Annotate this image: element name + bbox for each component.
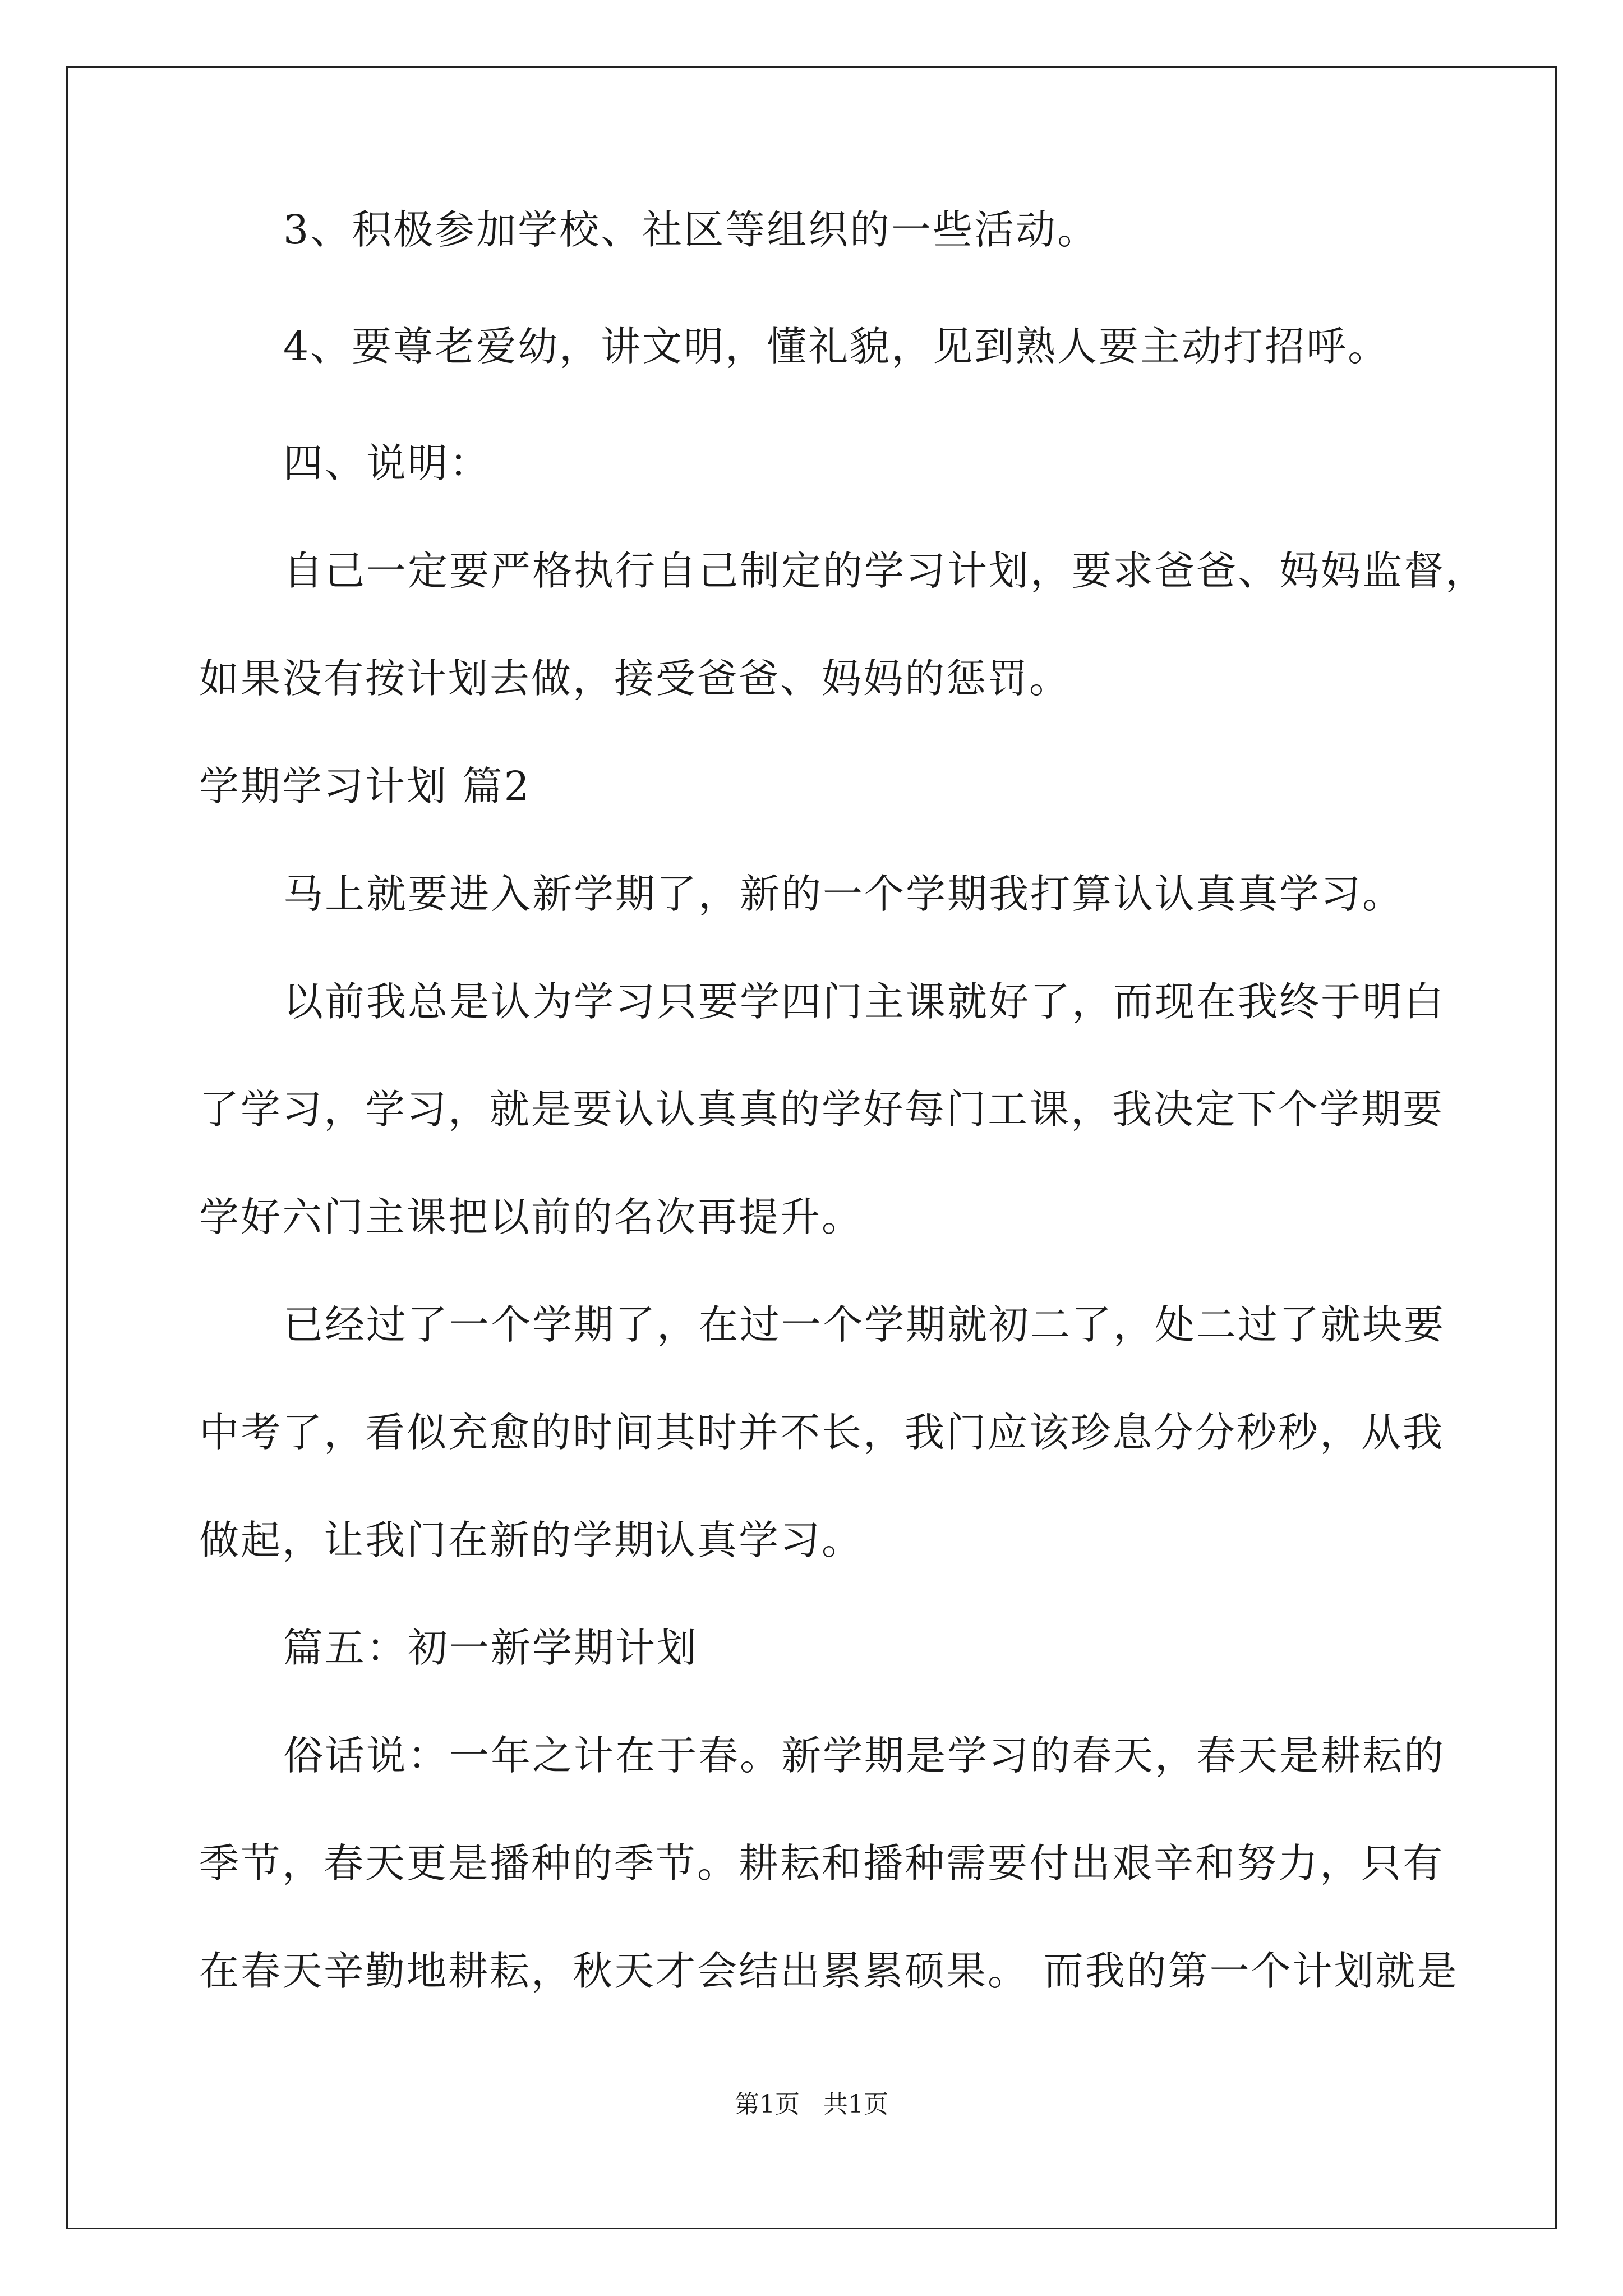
paragraph-text: 以前我总是认为学习只要学四门主课就好了，而现在我终于明白 [283,978,1446,1025]
page-footer [0,2088,1623,2122]
paragraph-text: 中考了，看似充愈的时间其时并不长，我门应该珍息分分秒秒，从我 [199,1409,1445,1456]
paragraph-text: 自己一定要严格执行自己制定的学习计划，要求爸爸、妈妈监督， [283,547,1487,594]
paragraph-text: 已经过了一个学期了，在过一个学期就初二了，处二过了就块要 [283,1301,1446,1348]
paragraph-text: 做起，让我门在新的学期认真学习。 [199,1517,864,1563]
page-border [66,66,1557,2229]
section-heading: 篇五：初一新学期计划 [283,1625,699,1671]
paragraph-text: 俗话说：一年之计在于春。新学期是学习的春天，春天是耕耘的 [283,1732,1446,1779]
paragraph-text: 学好六门主课把以前的名次再提升。 [199,1194,864,1240]
paragraph-text: 了学习，学习，就是要认认真真的学好每门工课，我决定下个学期要 [199,1086,1445,1133]
paragraph-text: 如果没有按计划去做，接受爸爸、妈妈的惩罚。 [199,655,1071,702]
section-heading-explanation: 四、说明： [283,440,491,486]
paragraph-item-4: 4、要尊老爱幼，讲文明，懂礼貌，见到熟人要主动打招呼。 [283,323,1390,370]
section-title: 学期学习计划 篇2 [199,763,531,809]
paragraph-text: 季节，春天更是播种的季节。耕耘和播种需要付出艰辛和努力，只有 [199,1840,1445,1887]
paragraph-text: 在春天辛勤地耕耘，秋天才会结出累累硕果。 而我的第一个计划就是 [199,1948,1459,1994]
paragraph-item-3: 3、积极参加学校、社区等组织的一些活动。 [283,206,1099,253]
page-number: 第1页 [735,2090,800,2119]
page-total: 共1页 [823,2090,888,2119]
paragraph-text: 马上就要进入新学期了，新的一个学期我打算认认真真学习。 [283,871,1404,917]
